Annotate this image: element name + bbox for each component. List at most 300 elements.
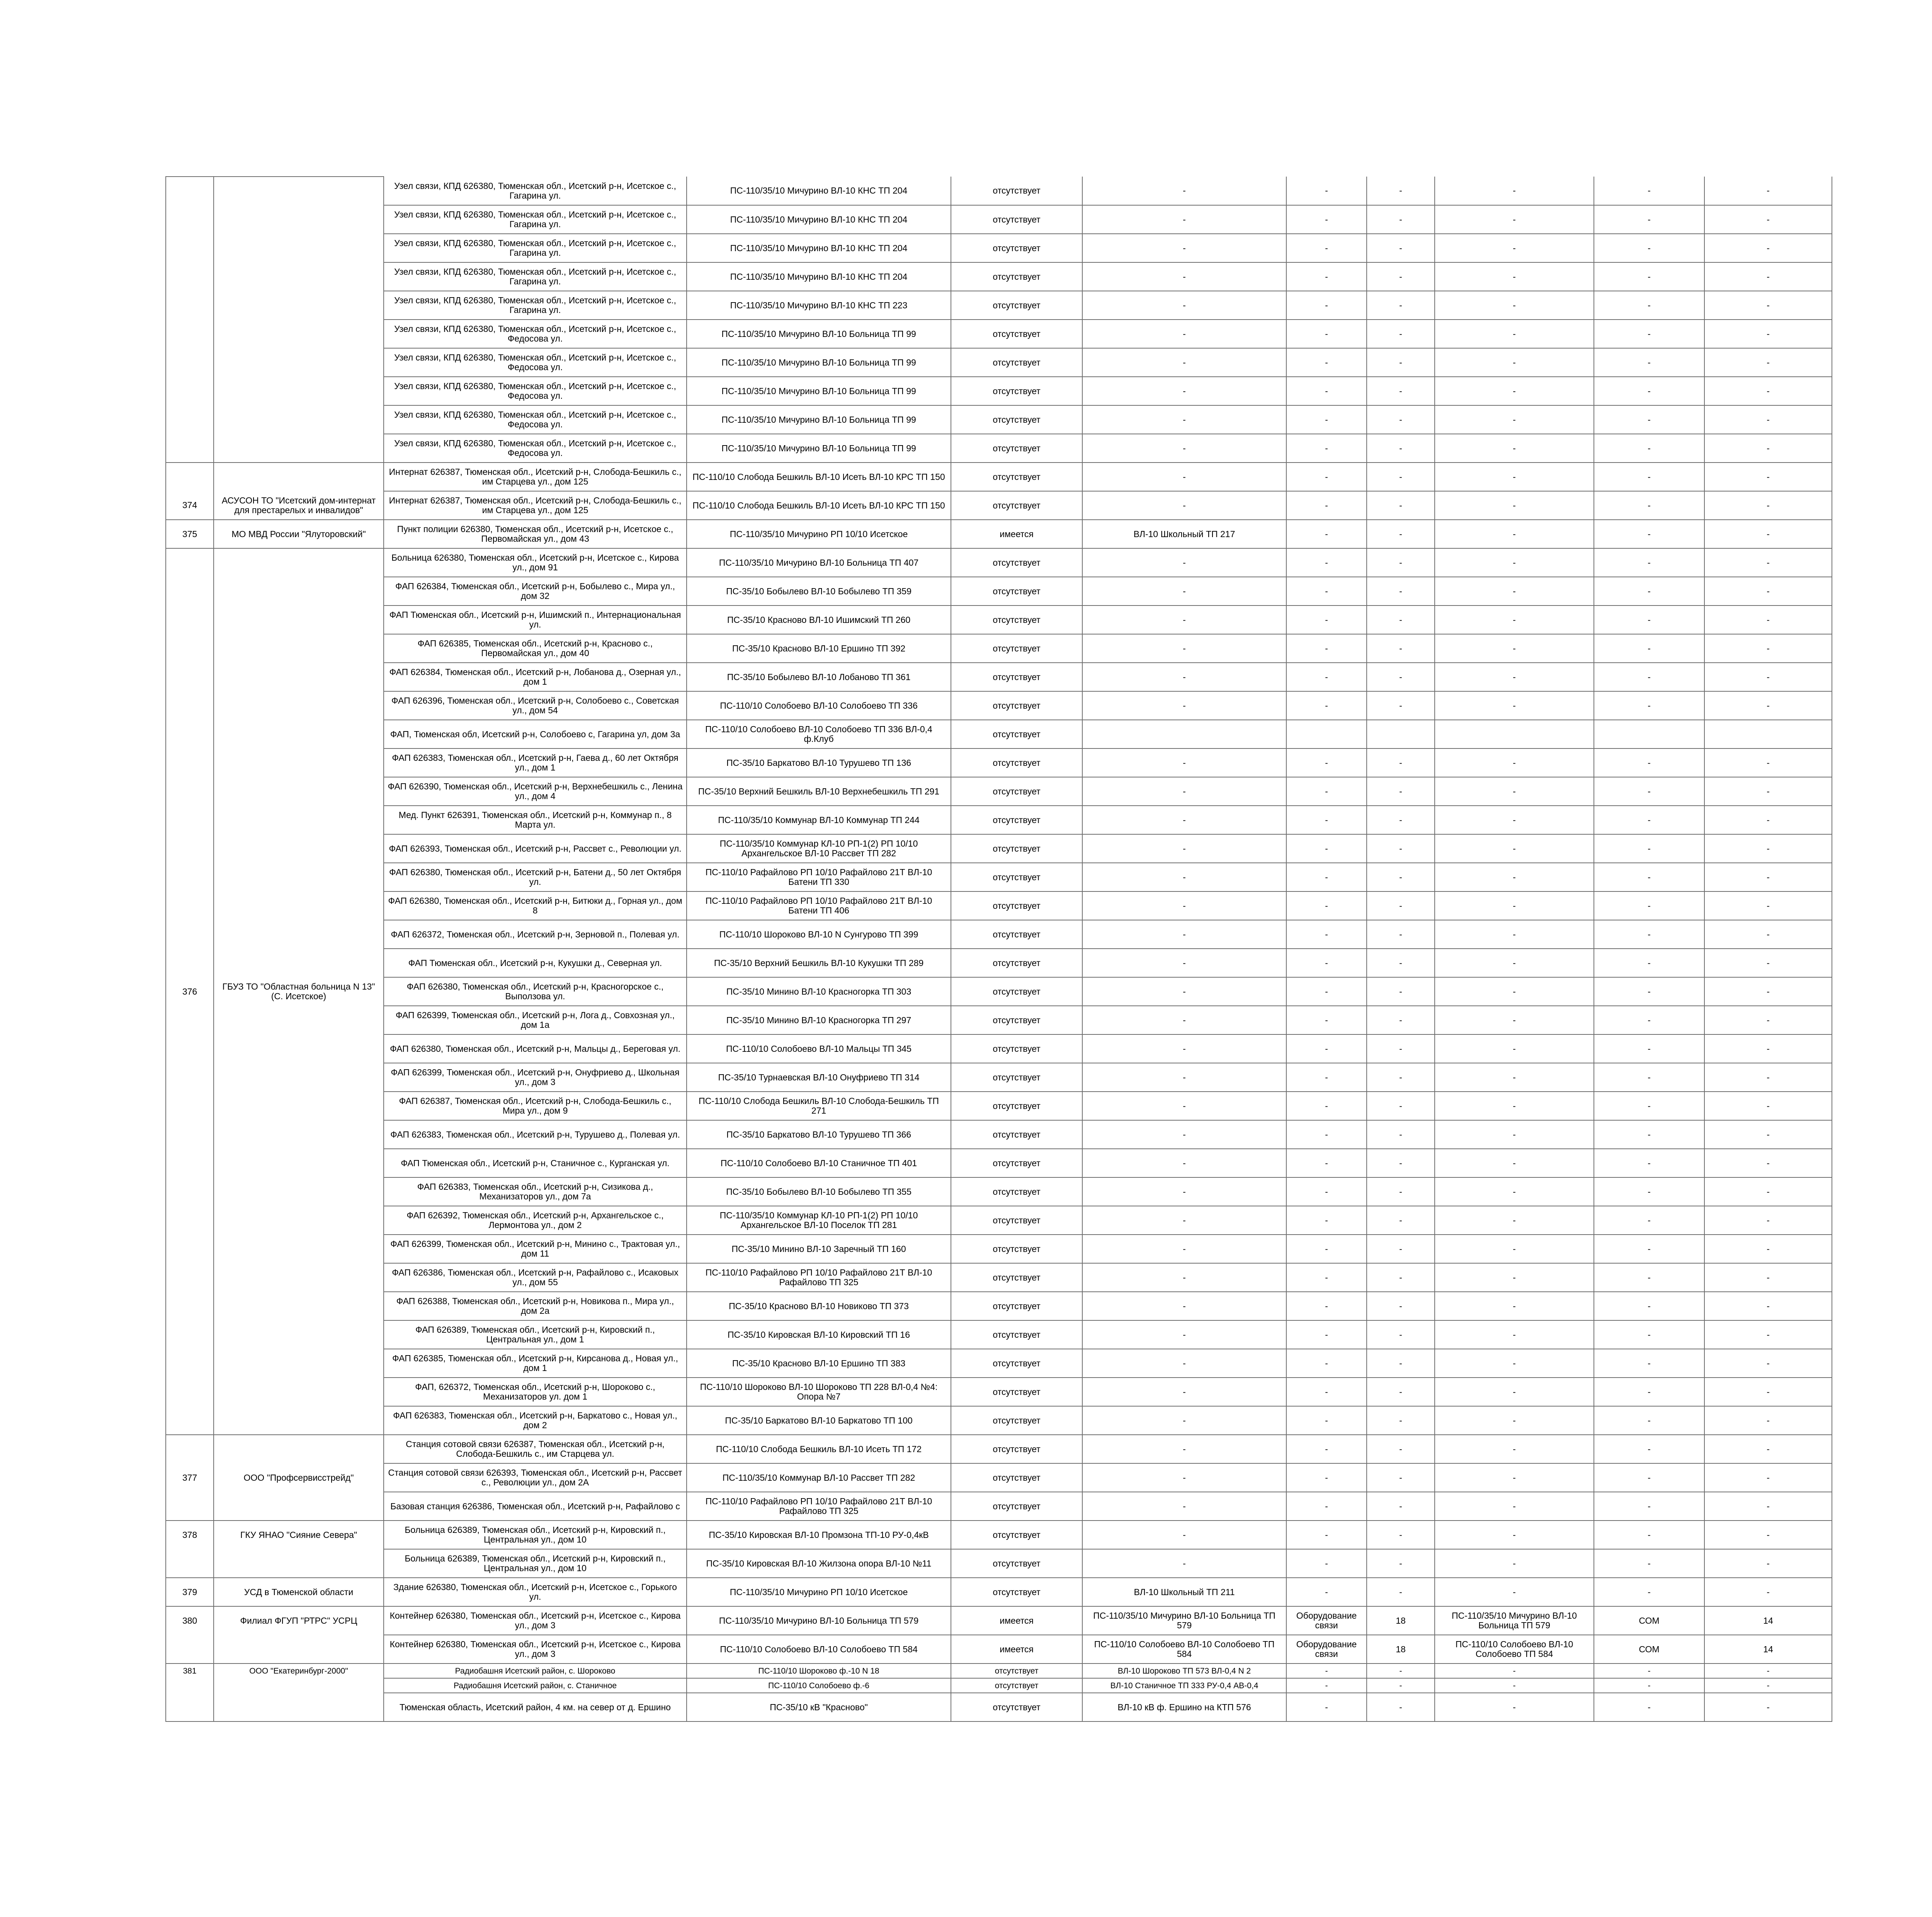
organization-name-cell [214, 1235, 384, 1263]
equipment-type-cell: - [1286, 1378, 1367, 1406]
equipment-type-cell: - [1286, 291, 1367, 320]
backup-status-cell: отсутствует [951, 1006, 1082, 1034]
table-body [166, 177, 1832, 1721]
object-address-cell: ФАП 626392, Тюменская обл., Исетский р-н, Архангельское с., Лермонтова ул., дом 2 [384, 1206, 687, 1235]
organization-name-cell: Филиал ФГУП "РТРС" УСРЦ [214, 1606, 384, 1635]
object-address-cell: Больница 626380, Тюменская обл., Исетский р-н, Исетское с., Кирова ул., дом 91 [384, 548, 687, 577]
row-number-cell: 374 [166, 491, 214, 520]
equipment-count-cell: - [1367, 1006, 1435, 1034]
power-supply-source-cell: ПС-110/35/10 Мичурино ВЛ-10 КНС ТП 204 [687, 234, 951, 262]
reserve-type-cell: - [1594, 1206, 1704, 1235]
object-address-cell: ФАП Тюменская обл., Исетский р-н, Станичное с., Курганская ул. [384, 1149, 687, 1177]
backup-source-cell: - [1082, 463, 1286, 491]
equipment-count-cell: - [1367, 1521, 1435, 1549]
reserve-type-cell: - [1594, 491, 1704, 520]
backup-status-cell: отсутствует [951, 1206, 1082, 1235]
organization-name-cell [214, 434, 384, 463]
object-address-cell: ФАП 626385, Тюменская обл., Исетский р-н, Кирсанова д., Новая ул., дом 1 [384, 1349, 687, 1378]
organization-name-cell [214, 1034, 384, 1063]
equipment-type-cell: - [1286, 1693, 1367, 1721]
reserve-type-cell: - [1594, 348, 1704, 377]
equipment-count-cell: - [1367, 891, 1435, 920]
row-number-cell [166, 1063, 214, 1092]
table-row [166, 1693, 1832, 1721]
object-address-cell: Интернат 626387, Тюменская обл., Исетский р-н, Слобода-Бешкиль с., им Старцева ул., дом 125 [384, 491, 687, 520]
organization-name-cell: ГКУ ЯНАО "Сияние Севера" [214, 1521, 384, 1549]
row-number-cell [166, 834, 214, 863]
data-table [165, 176, 1832, 1722]
reserve-hours-cell: - [1704, 405, 1832, 434]
backup-status-cell: отсутствует [951, 1521, 1082, 1549]
organization-name-cell [214, 463, 384, 491]
organization-name-cell: МО МВД России "Ялуторовский" [214, 520, 384, 548]
backup-status-cell: отсутствует [951, 1349, 1082, 1378]
equipment-type-cell: - [1286, 663, 1367, 691]
backup-status-cell: отсутствует [951, 606, 1082, 634]
backup-source-cell [1082, 720, 1286, 748]
equipment-type-cell: - [1286, 1063, 1367, 1092]
reserve-hours-cell: - [1704, 1693, 1832, 1721]
backup-source-cell: - [1082, 577, 1286, 606]
object-address-cell: ФАП 626380, Тюменская обл., Исетский р-н, Красногорское с., Выползова ул. [384, 977, 687, 1006]
power-supply-source-cell: ПС-110/10 Солобоево ф.-6 [687, 1678, 951, 1693]
equipment-type-cell: - [1286, 1092, 1367, 1120]
power-supply-source-cell: ПС-110/10 Солобоево ВЛ-10 Станичное ТП 401 [687, 1149, 951, 1177]
equipment-count-cell: - [1367, 348, 1435, 377]
reserve-hours-cell: - [1704, 320, 1832, 348]
backup-status-cell: отсутствует [951, 863, 1082, 891]
backup-status-cell: отсутствует [951, 348, 1082, 377]
organization-name-cell [214, 177, 384, 205]
table-row [166, 663, 1832, 691]
organization-name-cell [214, 1263, 384, 1292]
table-row [166, 1149, 1832, 1177]
backup-source-cell: - [1082, 1378, 1286, 1406]
table-row [166, 634, 1832, 663]
object-address-cell: Станция сотовой связи 626393, Тюменская обл., Исетский р-н, Рассвет с., Революции ул., дом 2А [384, 1463, 687, 1492]
backup-source-cell: - [1082, 1349, 1286, 1378]
table-row [166, 577, 1832, 606]
equipment-count-cell: - [1367, 463, 1435, 491]
organization-name-cell [214, 320, 384, 348]
backup-status-cell: отсутствует [951, 1435, 1082, 1463]
backup-source-cell: - [1082, 1063, 1286, 1092]
backup-source-cell: ВЛ-10 Школьный ТП 211 [1082, 1578, 1286, 1606]
row-number-cell [166, 1263, 214, 1292]
reserve-source-cell: - [1435, 1521, 1594, 1549]
object-address-cell: ФАП 626380, Тюменская обл., Исетский р-н, Батени д., 50 лет Октября ул. [384, 863, 687, 891]
power-supply-source-cell: ПС-110/35/10 Мичурино ВЛ-10 КНС ТП 204 [687, 177, 951, 205]
equipment-type-cell: - [1286, 1549, 1367, 1578]
power-supply-source-cell: ПС-35/10 Баркатово ВЛ-10 Турушево ТП 366 [687, 1120, 951, 1149]
reserve-type-cell: - [1594, 291, 1704, 320]
reserve-source-cell [1435, 720, 1594, 748]
power-supply-source-cell: ПС-110/35/10 Мичурино ВЛ-10 КНС ТП 223 [687, 291, 951, 320]
table-row [166, 1578, 1832, 1606]
equipment-type-cell: - [1286, 548, 1367, 577]
reserve-type-cell: - [1594, 834, 1704, 863]
power-supply-source-cell: ПС-110/35/10 Мичурино ВЛ-10 Больница ТП 579 [687, 1606, 951, 1635]
reserve-hours-cell: - [1704, 891, 1832, 920]
equipment-type-cell: - [1286, 262, 1367, 291]
reserve-source-cell: - [1435, 1235, 1594, 1263]
object-address-cell: ФАП 626372, Тюменская обл., Исетский р-н, Зерновой п., Полевая ул. [384, 920, 687, 949]
reserve-type-cell: - [1594, 262, 1704, 291]
equipment-count-cell: - [1367, 1149, 1435, 1177]
object-address-cell: Узел связи, КПД 626380, Тюменская обл., Исетский р-н, Исетское с., Гагарина ул. [384, 291, 687, 320]
backup-status-cell: отсутствует [951, 834, 1082, 863]
row-number-cell [166, 1235, 214, 1263]
equipment-type-cell: - [1286, 1463, 1367, 1492]
backup-status-cell: отсутствует [951, 262, 1082, 291]
organization-name-cell [214, 720, 384, 748]
reserve-source-cell: - [1435, 291, 1594, 320]
backup-source-cell: - [1082, 691, 1286, 720]
reserve-hours-cell: - [1704, 1177, 1832, 1206]
reserve-type-cell: - [1594, 1435, 1704, 1463]
power-supply-source-cell: ПС-110/10 Рафайлово РП 10/10 Рафайлово 21Т ВЛ-10 Батени ТП 406 [687, 891, 951, 920]
backup-source-cell: - [1082, 748, 1286, 777]
equipment-type-cell: - [1286, 1435, 1367, 1463]
backup-source-cell: - [1082, 920, 1286, 949]
equipment-type-cell: - [1286, 205, 1367, 234]
table-row [166, 463, 1832, 491]
power-supply-source-cell: ПС-110/35/10 Коммунар ВЛ-10 Коммунар ТП 244 [687, 806, 951, 834]
equipment-count-cell: - [1367, 1263, 1435, 1292]
object-address-cell: Узел связи, КПД 626380, Тюменская обл., Исетский р-н, Исетское с., Федосова ул. [384, 348, 687, 377]
backup-source-cell: - [1082, 491, 1286, 520]
reserve-type-cell: - [1594, 434, 1704, 463]
backup-source-cell: - [1082, 977, 1286, 1006]
row-number-cell [166, 463, 214, 491]
row-number-cell [166, 348, 214, 377]
equipment-count-cell: - [1367, 1463, 1435, 1492]
backup-status-cell: отсутствует [951, 748, 1082, 777]
reserve-source-cell: - [1435, 1120, 1594, 1149]
table-row [166, 1678, 1832, 1693]
equipment-count-cell: - [1367, 1292, 1435, 1320]
equipment-type-cell: - [1286, 1006, 1367, 1034]
backup-source-cell: - [1082, 834, 1286, 863]
organization-name-cell [214, 1120, 384, 1149]
equipment-count-cell: - [1367, 1406, 1435, 1435]
organization-name-cell [214, 1349, 384, 1378]
equipment-count-cell: - [1367, 262, 1435, 291]
reserve-source-cell: - [1435, 177, 1594, 205]
backup-status-cell: отсутствует [951, 1406, 1082, 1435]
reserve-hours-cell: - [1704, 463, 1832, 491]
table-row [166, 1549, 1832, 1578]
reserve-source-cell: - [1435, 863, 1594, 891]
reserve-type-cell: - [1594, 1034, 1704, 1063]
backup-status-cell: имеется [951, 1635, 1082, 1664]
power-supply-source-cell: ПС-110/10 Солобоево ВЛ-10 Солобоево ТП 336 ВЛ-0,4 ф.Клуб [687, 720, 951, 748]
backup-status-cell: отсутствует [951, 320, 1082, 348]
reserve-type-cell: - [1594, 691, 1704, 720]
power-supply-source-cell: ПС-35/10 Кировская ВЛ-10 Кировский ТП 16 [687, 1320, 951, 1349]
table-row [166, 1664, 1832, 1678]
reserve-source-cell: - [1435, 577, 1594, 606]
row-number-cell: 381 [166, 1664, 214, 1678]
organization-name-cell [214, 1320, 384, 1349]
equipment-type-cell: - [1286, 1578, 1367, 1606]
equipment-type-cell [1286, 720, 1367, 748]
row-number-cell [166, 606, 214, 634]
object-address-cell: Мед. Пункт 626391, Тюменская обл., Исетский р-н, Коммунар п., 8 Марта ул. [384, 806, 687, 834]
organization-name-cell [214, 663, 384, 691]
power-supply-source-cell: ПС-110/10 Шороково ф.-10 N 18 [687, 1664, 951, 1678]
reserve-hours-cell: - [1704, 1678, 1832, 1693]
object-address-cell: ФАП 626399, Тюменская обл., Исетский р-н, Онуфриево д., Школьная ул., дом 3 [384, 1063, 687, 1092]
organization-name-cell [214, 863, 384, 891]
backup-source-cell: - [1082, 234, 1286, 262]
row-number-cell [166, 1678, 214, 1693]
object-address-cell: ФАП 626383, Тюменская обл., Исетский р-н, Сизикова д., Механизаторов ул., дом 7а [384, 1177, 687, 1206]
organization-name-cell [214, 1693, 384, 1721]
backup-source-cell: - [1082, 1492, 1286, 1521]
organization-name-cell [214, 634, 384, 663]
backup-source-cell: - [1082, 548, 1286, 577]
power-supply-source-cell: ПС-110/10 Слобода Бешкиль ВЛ-10 Слобода-Бешкиль ТП 271 [687, 1092, 951, 1120]
organization-name-cell [214, 920, 384, 949]
backup-source-cell: - [1082, 1092, 1286, 1120]
reserve-type-cell: - [1594, 377, 1704, 405]
backup-source-cell: - [1082, 1177, 1286, 1206]
organization-name-cell [214, 405, 384, 434]
reserve-hours-cell: - [1704, 434, 1832, 463]
organization-name-cell [214, 949, 384, 977]
table-row [166, 748, 1832, 777]
equipment-type-cell: - [1286, 863, 1367, 891]
row-number-cell [166, 377, 214, 405]
equipment-type-cell: - [1286, 1664, 1367, 1678]
reserve-type-cell: - [1594, 1549, 1704, 1578]
table-row [166, 234, 1832, 262]
reserve-hours-cell: - [1704, 663, 1832, 691]
table-row [166, 1435, 1832, 1463]
equipment-count-cell: - [1367, 1549, 1435, 1578]
organization-name-cell: УСД в Тюменской области [214, 1578, 384, 1606]
equipment-count-cell: - [1367, 663, 1435, 691]
equipment-count-cell: - [1367, 863, 1435, 891]
table-row [166, 1606, 1832, 1635]
backup-status-cell: отсутствует [951, 1092, 1082, 1120]
reserve-hours-cell: - [1704, 1034, 1832, 1063]
equipment-type-cell: - [1286, 891, 1367, 920]
row-number-cell [166, 1349, 214, 1378]
backup-status-cell: отсутствует [951, 548, 1082, 577]
equipment-type-cell: - [1286, 920, 1367, 949]
backup-source-cell: ВЛ-10 кВ ф. Ершино на КТП 576 [1082, 1693, 1286, 1721]
reserve-hours-cell: - [1704, 1320, 1832, 1349]
organization-name-cell [214, 777, 384, 806]
power-supply-source-cell: ПС-110/35/10 Мичурино ВЛ-10 Больница ТП 99 [687, 434, 951, 463]
backup-status-cell: отсутствует [951, 1378, 1082, 1406]
reserve-hours-cell: - [1704, 262, 1832, 291]
reserve-type-cell: - [1594, 1406, 1704, 1435]
row-number-cell [166, 777, 214, 806]
equipment-type-cell: - [1286, 491, 1367, 520]
reserve-hours-cell: - [1704, 1664, 1832, 1678]
equipment-count-cell: - [1367, 777, 1435, 806]
reserve-hours-cell: - [1704, 806, 1832, 834]
object-address-cell: Узел связи, КПД 626380, Тюменская обл., Исетский р-н, Исетское с., Гагарина ул. [384, 234, 687, 262]
equipment-type-cell: - [1286, 777, 1367, 806]
object-address-cell: Узел связи, КПД 626380, Тюменская обл., Исетский р-н, Исетское с., Федосова ул. [384, 434, 687, 463]
backup-status-cell: отсутствует [951, 434, 1082, 463]
row-number-cell [166, 891, 214, 920]
table-row [166, 177, 1832, 205]
backup-status-cell: отсутствует [951, 977, 1082, 1006]
reserve-source-cell: - [1435, 1206, 1594, 1235]
object-address-cell: ФАП 626399, Тюменская обл., Исетский р-н, Минино с., Трактовая ул., дом 11 [384, 1235, 687, 1263]
reserve-hours-cell: - [1704, 748, 1832, 777]
object-address-cell: Контейнер 626380, Тюменская обл., Исетский р-н, Исетское с., Кирова ул., дом 3 [384, 1606, 687, 1635]
backup-source-cell: - [1082, 634, 1286, 663]
equipment-type-cell: - [1286, 1349, 1367, 1378]
equipment-count-cell: - [1367, 1578, 1435, 1606]
reserve-source-cell: - [1435, 434, 1594, 463]
reserve-type-cell: - [1594, 1378, 1704, 1406]
object-address-cell: ФАП 626386, Тюменская обл., Исетский р-н, Рафайлово с., Исаковых ул., дом 55 [384, 1263, 687, 1292]
row-number-cell [166, 806, 214, 834]
reserve-source-cell: - [1435, 1578, 1594, 1606]
power-supply-source-cell: ПС-35/10 Баркатово ВЛ-10 Турушево ТП 136 [687, 748, 951, 777]
row-number-cell [166, 720, 214, 748]
equipment-type-cell: - [1286, 1521, 1367, 1549]
reserve-source-cell: - [1435, 320, 1594, 348]
backup-source-cell: - [1082, 177, 1286, 205]
organization-name-cell [214, 548, 384, 577]
table-row [166, 548, 1832, 577]
power-supply-source-cell: ПС-35/10 Красново ВЛ-10 Ершино ТП 392 [687, 634, 951, 663]
reserve-type-cell: - [1594, 1678, 1704, 1693]
row-number-cell: 375 [166, 520, 214, 548]
backup-status-cell: отсутствует [951, 806, 1082, 834]
row-number-cell [166, 291, 214, 320]
backup-status-cell: отсутствует [951, 491, 1082, 520]
equipment-type-cell: - [1286, 748, 1367, 777]
reserve-source-cell: - [1435, 1320, 1594, 1349]
power-supply-source-cell: ПС-110/10 Слобода Бешкиль ВЛ-10 Исеть ВЛ-10 КРС ТП 150 [687, 463, 951, 491]
backup-status-cell: отсутствует [951, 291, 1082, 320]
table-row [166, 606, 1832, 634]
equipment-count-cell: - [1367, 1063, 1435, 1092]
reserve-source-cell: - [1435, 1177, 1594, 1206]
reserve-type-cell: - [1594, 463, 1704, 491]
reserve-type-cell: - [1594, 1521, 1704, 1549]
reserve-type-cell: - [1594, 1263, 1704, 1292]
table-row [166, 1378, 1832, 1406]
reserve-source-cell: - [1435, 348, 1594, 377]
reserve-source-cell: - [1435, 1349, 1594, 1378]
reserve-type-cell: - [1594, 891, 1704, 920]
backup-status-cell: отсутствует [951, 1549, 1082, 1578]
row-number-cell [166, 691, 214, 720]
backup-source-cell: - [1082, 291, 1286, 320]
reserve-hours-cell: 14 [1704, 1635, 1832, 1664]
equipment-count-cell: - [1367, 634, 1435, 663]
table-row [166, 720, 1832, 748]
equipment-type-cell: - [1286, 977, 1367, 1006]
backup-status-cell: имеется [951, 1606, 1082, 1635]
equipment-type-cell: - [1286, 1206, 1367, 1235]
table-row [166, 1206, 1832, 1235]
reserve-hours-cell: - [1704, 1435, 1832, 1463]
reserve-hours-cell: - [1704, 1406, 1832, 1435]
object-address-cell: Пункт полиции 626380, Тюменская обл., Исетский р-н, Исетское с., Первомайская ул., дом 43 [384, 520, 687, 548]
object-address-cell: ФАП, Тюменская обл, Исетский р-н, Солобоево с, Гагарина ул, дом 3а [384, 720, 687, 748]
equipment-type-cell: - [1286, 348, 1367, 377]
organization-name-cell [214, 1292, 384, 1320]
row-number-cell: 376 [166, 977, 214, 1006]
backup-source-cell: - [1082, 1006, 1286, 1034]
organization-name-cell [214, 891, 384, 920]
reserve-hours-cell: - [1704, 977, 1832, 1006]
power-supply-source-cell: ПС-35/10 Кировская ВЛ-10 Промзона ТП-10 РУ-0,4кВ [687, 1521, 951, 1549]
reserve-hours-cell: - [1704, 1149, 1832, 1177]
table-row [166, 806, 1832, 834]
equipment-count-cell: - [1367, 748, 1435, 777]
organization-name-cell [214, 205, 384, 234]
reserve-type-cell: - [1594, 177, 1704, 205]
equipment-count-cell: - [1367, 1664, 1435, 1678]
reserve-hours-cell: - [1704, 1120, 1832, 1149]
reserve-hours-cell [1704, 720, 1832, 748]
power-supply-source-cell: ПС-35/10 Красново ВЛ-10 Ишимский ТП 260 [687, 606, 951, 634]
backup-source-cell: - [1082, 1120, 1286, 1149]
reserve-type-cell: - [1594, 1320, 1704, 1349]
reserve-source-cell: ПС-110/10 Солобоево ВЛ-10 Солобоево ТП 584 [1435, 1635, 1594, 1664]
object-address-cell: ФАП 626393, Тюменская обл., Исетский р-н, Рассвет с., Революции ул. [384, 834, 687, 863]
row-number-cell [166, 205, 214, 234]
equipment-count-cell: - [1367, 1120, 1435, 1149]
reserve-hours-cell: - [1704, 863, 1832, 891]
reserve-source-cell: - [1435, 234, 1594, 262]
backup-status-cell: отсутствует [951, 1693, 1082, 1721]
reserve-type-cell: - [1594, 205, 1704, 234]
power-supply-source-cell: ПС-35/10 Верхний Бешкиль ВЛ-10 Верхнебешкиль ТП 291 [687, 777, 951, 806]
table-row [166, 320, 1832, 348]
object-address-cell: Узел связи, КПД 626380, Тюменская обл., Исетский р-н, Исетское с., Гагарина ул. [384, 262, 687, 291]
equipment-count-cell: - [1367, 1206, 1435, 1235]
reserve-source-cell: - [1435, 1092, 1594, 1120]
organization-name-cell [214, 1678, 384, 1693]
backup-source-cell: - [1082, 1463, 1286, 1492]
equipment-count-cell: - [1367, 1092, 1435, 1120]
row-number-cell [166, 1378, 214, 1406]
backup-status-cell: отсутствует [951, 663, 1082, 691]
equipment-count-cell: - [1367, 1177, 1435, 1206]
row-number-cell [166, 1693, 214, 1721]
equipment-type-cell: - [1286, 1320, 1367, 1349]
table-row [166, 1092, 1832, 1120]
table-row [166, 377, 1832, 405]
table-row [166, 262, 1832, 291]
object-address-cell: Узел связи, КПД 626380, Тюменская обл., Исетский р-н, Исетское с., Гагарина ул. [384, 177, 687, 205]
equipment-type-cell: - [1286, 377, 1367, 405]
reserve-type-cell: - [1594, 520, 1704, 548]
reserve-hours-cell: - [1704, 1235, 1832, 1263]
table-row [166, 949, 1832, 977]
backup-source-cell: - [1082, 1235, 1286, 1263]
power-supply-source-cell: ПС-35/10 Минино ВЛ-10 Красногорка ТП 297 [687, 1006, 951, 1034]
reserve-source-cell: - [1435, 949, 1594, 977]
object-address-cell: Тюменская область, Исетский район, 4 км. на север от д. Ершино [384, 1693, 687, 1721]
backup-status-cell: отсутствует [951, 1678, 1082, 1693]
reserve-type-cell: - [1594, 1149, 1704, 1177]
equipment-count-cell: - [1367, 920, 1435, 949]
